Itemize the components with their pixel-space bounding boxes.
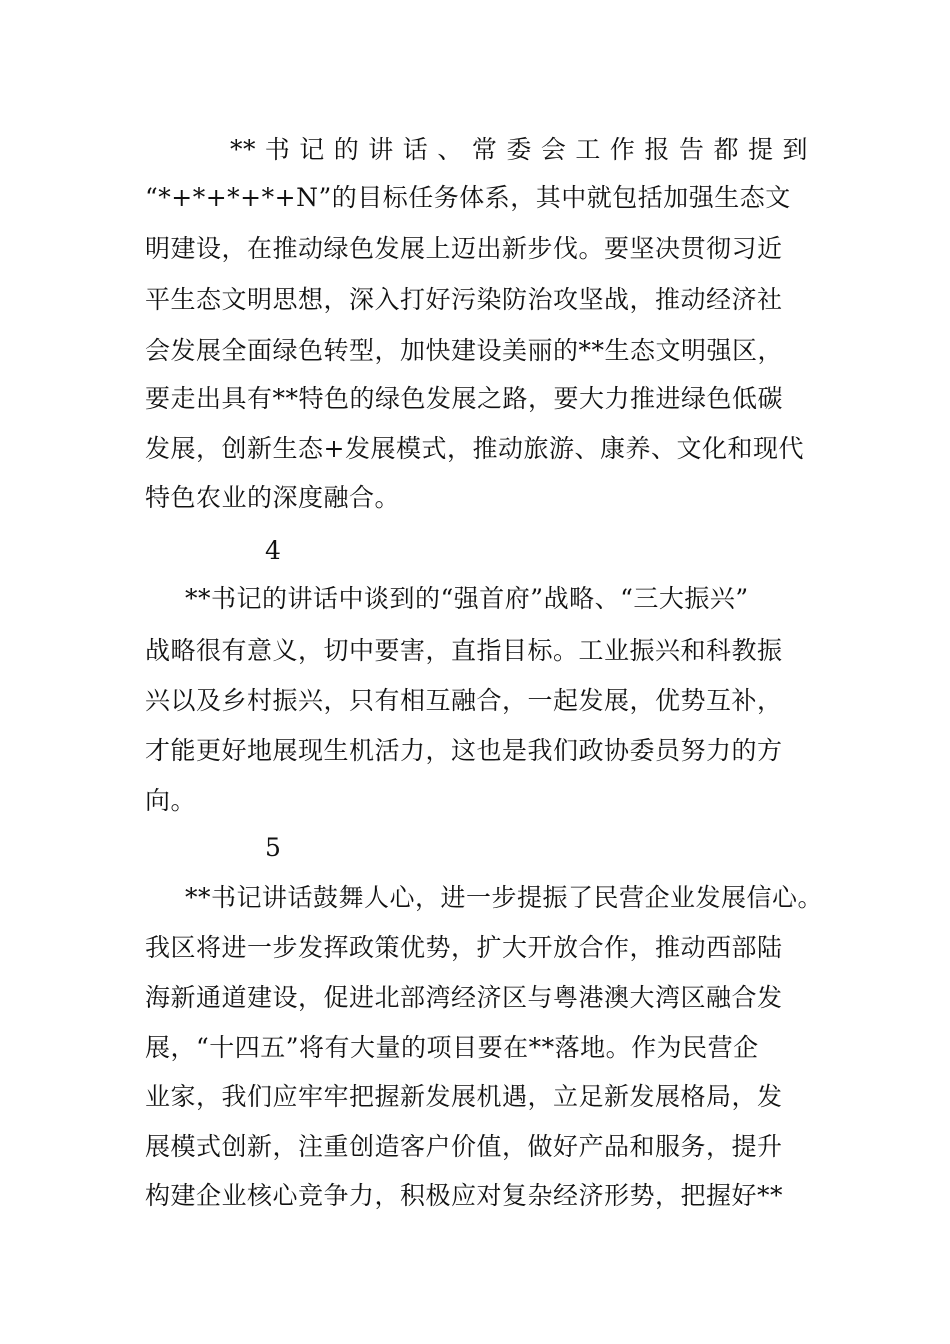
- paragraph-2-line-3: 兴以及乡村振兴，只有相互融合，一起发展，优势互补，: [145, 686, 783, 715]
- paragraph-3-line-5: 业家，我们应牢牢把握新发展机遇，立足新发展格局，发: [145, 1082, 783, 1111]
- paragraph-3-line-7: 构建企业核心竞争力，积极应对复杂经济形势，把握好**: [145, 1181, 784, 1210]
- paragraph-3-line-3: 海新通道建设，促进北部湾经济区与粤港澳大湾区融合发: [145, 983, 783, 1012]
- paragraph-3-line-4: 展，“十四五”将有大量的项目要在**落地。作为民营企: [145, 1033, 759, 1062]
- paragraph-1-line-8: 特色农业的深度融合。: [145, 483, 401, 512]
- paragraph-1-line-6: 要走出具有**特色的绿色发展之路，要大力推进绿色低碳: [145, 384, 784, 413]
- section-number-4: 4: [265, 536, 281, 565]
- paragraph-1-line-4: 平生态文明思想，深入打好污染防治攻坚战，推动经济社: [145, 285, 783, 314]
- paragraph-1-line-7: 发展，创新生态+发展模式，推动旅游、康养、文化和现代: [145, 434, 804, 463]
- section-number-5: 5: [265, 833, 281, 862]
- paragraph-2-line-2: 战略很有意义，切中要害，直指目标。工业振兴和科教振: [145, 636, 783, 665]
- paragraph-3-line-2: 我区将进一步发挥政策优势，扩大开放合作，推动西部陆: [145, 933, 783, 962]
- paragraph-2-line-4: 才能更好地展现生机活力，这也是我们政协委员努力的方: [145, 736, 783, 765]
- paragraph-3-line-1: **书记讲话鼓舞人心，进一步提振了民营企业发展信心。: [185, 883, 824, 912]
- paragraph-1-line-2: “*+*+*+*+N”的目标任务体系，其中就包括加强生态文: [145, 183, 791, 212]
- paragraph-1-line-3: 明建设，在推动绿色发展上迈出新步伐。要坚决贯彻习近: [145, 234, 783, 263]
- paragraph-1-line-1: ** 书 记 的 讲 话 、 常 委 会 工 作 报 告 都 提 到: [230, 135, 808, 164]
- paragraph-2-line-1: **书记的讲话中谈到的“强首府”战略、“三大振兴”: [185, 584, 749, 613]
- paragraph-1-line-5: 会发展全面绿色转型，加快建设美丽的**生态文明强区，: [145, 336, 784, 365]
- paragraph-3-line-6: 展模式创新，注重创造客户价值，做好产品和服务，提升: [145, 1132, 783, 1161]
- paragraph-2-line-5: 向。: [145, 786, 197, 815]
